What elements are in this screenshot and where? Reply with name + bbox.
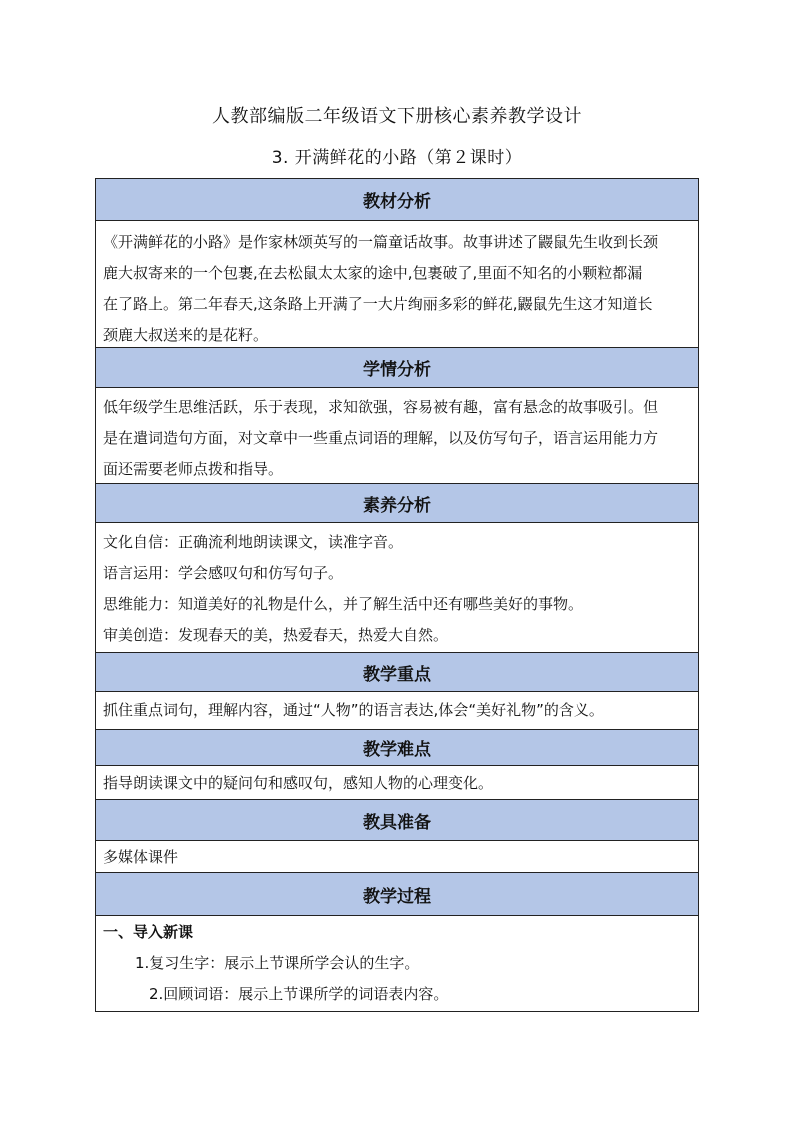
literacy-item-language: 语言运用：学会感叹句和仿写句子。	[103, 564, 344, 582]
paragraph-line: 鹿大叔寄来的一个包裹,在去松鼠太太家的途中,包裹破了,里面不知名的小颗粒都漏	[103, 264, 643, 282]
section-body-key-points	[96, 692, 698, 730]
paragraph-line: 面还需要老师点拨和指导。	[103, 460, 284, 478]
key-points-text: 抓住重点词句，理解内容，通过“人物”的语言表达,体会“美好礼物”的含义。	[103, 701, 604, 719]
teaching-tools-text: 多媒体课件	[103, 848, 179, 866]
section-header-teaching-process: 教学过程	[96, 873, 698, 916]
section-body-literacy-analysis	[96, 523, 698, 653]
section-header-literacy-analysis: 素养分析	[96, 484, 698, 523]
section-body-teaching-process	[96, 916, 698, 1011]
process-item: 1.复习生字：展示上节课所学会认的生字。	[135, 954, 420, 972]
section-body-teaching-tools	[96, 841, 698, 873]
section-header-textbook-analysis: 教材分析	[96, 179, 698, 221]
section-header-teaching-tools: 教具准备	[96, 800, 698, 841]
section-body-student-analysis	[96, 388, 698, 484]
paragraph-line: 颈鹿大叔送来的是花籽。	[103, 326, 269, 344]
section-header-difficulties: 教学难点	[96, 730, 698, 766]
section-body-difficulties	[96, 766, 698, 800]
paragraph-line: 是在遣词造句方面，对文章中一些重点词语的理解，以及仿写句子，语言运用能力方	[103, 429, 659, 447]
literacy-item-aesthetics: 审美创造：发现春天的美，热爱春天，热爱大自然。	[103, 626, 449, 644]
process-item: 2.回顾词语：展示上节课所学的词语表内容。	[149, 985, 449, 1003]
literacy-item-culture: 文化自信：正确流利地朗读课文，读准字音。	[103, 533, 404, 551]
section-header-student-analysis: 学情分析	[96, 348, 698, 388]
paragraph-line: 在了路上。第二年春天,这条路上开满了一大片绚丽多彩的鲜花,鼹鼠先生这才知道长	[103, 295, 653, 313]
section-body-textbook-analysis	[96, 221, 698, 348]
difficulties-text: 指导朗读课文中的疑问句和感叹句，感知人物的心理变化。	[103, 774, 494, 792]
lesson-plan-table	[95, 178, 699, 1012]
lesson-subtitle: 3. 开满鲜花的小路（第２课时）	[271, 148, 523, 168]
literacy-item-thinking: 思维能力：知道美好的礼物是什么，并了解生活中还有哪些美好的事物。	[103, 595, 584, 613]
document-title: 人教部编版二年级语文下册核心素养教学设计	[212, 106, 582, 127]
process-step-heading: 一、导入新课	[103, 923, 194, 941]
paragraph-line: 《开满鲜花的小路》是作家林颂英写的一篇童话故事。故事讲述了鼹鼠先生收到长颈	[103, 233, 659, 251]
paragraph-line: 低年级学生思维活跃，乐于表现，求知欲强，容易被有趣，富有悬念的故事吸引。但	[103, 398, 659, 416]
section-header-key-points: 教学重点	[96, 653, 698, 692]
